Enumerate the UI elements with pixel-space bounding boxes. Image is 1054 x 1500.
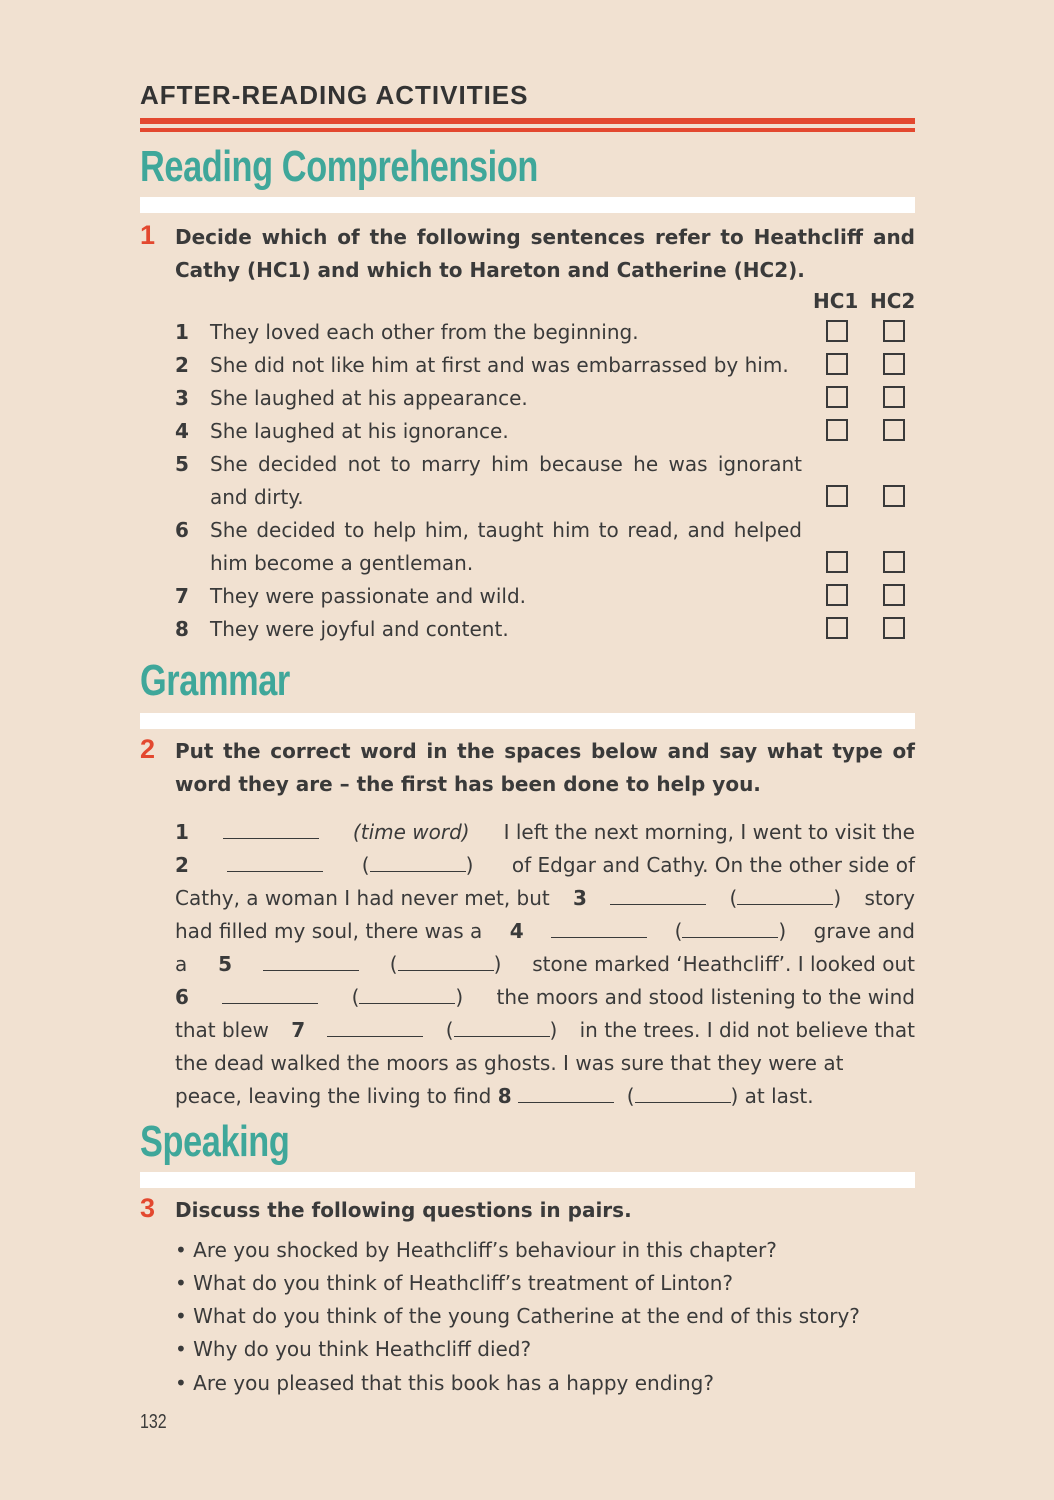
blank-line[interactable] [682, 915, 778, 938]
checkbox-hc1-item-4[interactable] [826, 419, 848, 441]
header-rule-top [140, 118, 915, 124]
list-item: • What do you think of Heathcliff’s treatment of Linton? [175, 1271, 733, 1295]
list-item: • Are you shocked by Heathcliff’s behaviour in this chapter? [175, 1238, 777, 1262]
text-run: grave and [813, 919, 915, 943]
checkbox-hc1-item-7[interactable] [826, 584, 848, 606]
text-line-7 [175, 1014, 915, 1047]
gap-number: 2 [175, 853, 189, 877]
exercise-2-instruction: Put the correct word in the spaces below and say what type of word they are – the first has been done to help you. [175, 739, 915, 796]
checkbox-hc2-item-3[interactable] [883, 386, 905, 408]
text-run: at last. [744, 1084, 814, 1108]
gap-number: 8 [497, 1084, 512, 1108]
checkbox-hc1-item-3[interactable] [826, 386, 848, 408]
gap-type: ( ) [362, 849, 474, 882]
column-header-hc1: HC1 [813, 289, 859, 313]
blank-line[interactable] [222, 981, 318, 1004]
item-text: They were passionate and wild. [210, 584, 527, 608]
blank-line[interactable] [551, 915, 647, 938]
gap-number: 4 [509, 919, 524, 943]
text-line-9 [175, 1080, 915, 1113]
section-title-grammar: Grammar [140, 656, 290, 705]
checkbox-hc2-item-6[interactable] [883, 551, 905, 573]
gap-type: ( ) [675, 915, 787, 948]
item-text: She decided to help him, taught him to read, and helped him become a gentleman. [210, 518, 802, 575]
checkbox-hc2-item-2[interactable] [883, 353, 905, 375]
item-number: 2 [175, 353, 189, 377]
column-header-hc2: HC2 [870, 289, 916, 313]
list-item: • Are you pleased that this book has a happy ending? [175, 1371, 714, 1395]
blank-line[interactable] [359, 981, 455, 1004]
item-text: They loved each other from the beginning. [210, 320, 639, 344]
blank-line[interactable] [635, 1080, 731, 1103]
blank-line[interactable] [454, 1014, 550, 1037]
text-run: a [175, 952, 188, 976]
gap-type: ( ) [627, 1080, 739, 1113]
text-line-3 [175, 882, 915, 915]
checkbox-hc2-item-7[interactable] [883, 584, 905, 606]
gap-type: ( ) [446, 1014, 558, 1047]
exercise-number-2: 2 [140, 734, 156, 764]
text-run: that blew [175, 1018, 269, 1042]
item-number: 5 [175, 452, 189, 476]
list-item: • Why do you think Heathcliff died? [175, 1337, 532, 1361]
text-line-6 [175, 981, 915, 1014]
text-run: story [864, 886, 915, 910]
item-number: 1 [175, 320, 189, 344]
gap-hint: (time word) [352, 820, 470, 844]
text-line-2 [175, 849, 915, 882]
checkbox-hc1-item-8[interactable] [826, 617, 848, 639]
text-line-5 [175, 948, 915, 981]
blank-line[interactable] [263, 948, 359, 971]
text-run: the dead walked the moors as ghosts. I was sure that they were at [175, 1051, 844, 1075]
blank-line[interactable] [227, 849, 323, 872]
item-number: 6 [175, 518, 189, 542]
blank-line[interactable] [398, 948, 494, 971]
item-text: She laughed at his appearance. [210, 386, 528, 410]
text-line-1 [175, 816, 915, 849]
checkbox-hc1-item-2[interactable] [826, 353, 848, 375]
checkbox-hc1-item-5[interactable] [826, 485, 848, 507]
gap-type: ( ) [352, 981, 464, 1014]
text-run: I left the next morning, I went to visit the [503, 820, 915, 844]
text-run: the moors and stood listening to the wind [496, 985, 915, 1009]
item-number: 3 [175, 386, 189, 410]
gap-number: 6 [175, 985, 189, 1009]
blank-line[interactable] [737, 882, 833, 905]
text-run: stone marked ‘Heathcliff’. I looked out [532, 952, 915, 976]
item-text: She decided not to marry him because he was ignorant and dirty. [210, 452, 802, 509]
gap-type: ( ) [730, 882, 842, 915]
item-number: 8 [175, 617, 189, 641]
exercise-number-1: 1 [140, 220, 156, 250]
section-bar-speaking [140, 1172, 915, 1188]
checkbox-hc1-item-1[interactable] [826, 320, 848, 342]
text-run: Cathy, a woman I had never met, but [175, 886, 550, 910]
blank-line[interactable] [518, 1080, 614, 1103]
list-item: • What do you think of the young Catherine at the end of this story? [175, 1304, 860, 1328]
exercise-number-3: 3 [140, 1193, 156, 1223]
header-label: AFTER-READING ACTIVITIES [140, 80, 529, 110]
gap-type: ( ) [390, 948, 502, 981]
section-title-reading: Reading Comprehension [140, 142, 538, 191]
text-run: in the trees. I did not believe that [579, 1018, 915, 1042]
exercise-3-instruction: Discuss the following questions in pairs. [175, 1198, 632, 1222]
page [140, 0, 915, 1500]
header-rule-bottom [140, 128, 915, 132]
exercise-1-instruction: Decide which of the following sentences refer to Heathcliff and Cathy (HC1) and which to Hareton and Catherine (HC2). [175, 225, 915, 282]
item-text: They were joyful and content. [210, 617, 509, 641]
blank-line[interactable] [223, 816, 319, 839]
blank-line[interactable] [610, 882, 706, 905]
gap-number: 7 [291, 1018, 306, 1042]
section-title-speaking: Speaking [140, 1117, 290, 1166]
page-number: 132 [140, 1411, 167, 1433]
text-line-8 [175, 1047, 915, 1080]
gap-number: 3 [573, 886, 587, 910]
text-run: of Edgar and Cathy. On the other side of [511, 853, 915, 877]
blank-line[interactable] [327, 1014, 423, 1037]
item-number: 4 [175, 419, 189, 443]
gap-number: 5 [218, 952, 233, 976]
text-run: had filled my soul, there was a [175, 919, 483, 943]
item-text: She laughed at his ignorance. [210, 419, 509, 443]
item-number: 7 [175, 584, 189, 608]
checkbox-hc2-item-8[interactable] [883, 617, 905, 639]
section-bar-grammar [140, 713, 915, 729]
checkbox-hc2-item-5[interactable] [883, 485, 905, 507]
checkbox-hc2-item-4[interactable] [883, 419, 905, 441]
gap-number: 1 [175, 820, 189, 844]
gap-fill-text [175, 816, 915, 1113]
checkbox-hc1-item-6[interactable] [826, 551, 848, 573]
text-line-4 [175, 915, 915, 948]
checkbox-hc2-item-1[interactable] [883, 320, 905, 342]
section-bar-reading [140, 197, 915, 213]
item-text: She did not like him at first and was embarrassed by him. [210, 353, 789, 377]
text-run: peace, leaving the living to find [175, 1084, 492, 1108]
blank-line[interactable] [370, 849, 466, 872]
